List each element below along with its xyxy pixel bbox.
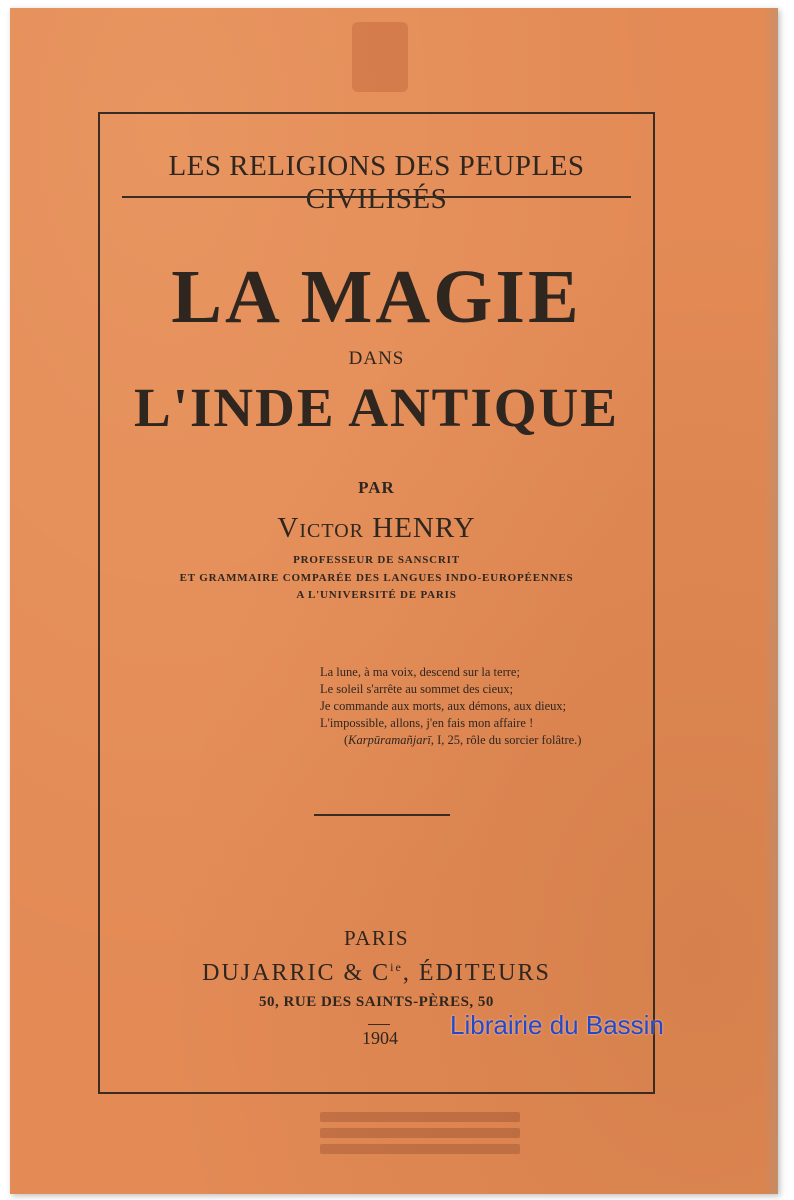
cover-stain — [352, 22, 408, 92]
source-open: ( — [344, 733, 349, 747]
author-last-name: HENRY — [372, 512, 476, 544]
title-connector: DANS — [348, 348, 405, 369]
publisher-role: , ÉDITEURS — [402, 960, 551, 986]
series-title: LES RELIGIONS DES PEUPLES CIVILISÉS — [168, 150, 585, 215]
author-credential: A L'UNIVERSITÉ DE PARIS — [296, 589, 457, 601]
author-credential: ET GRAMMAIRE COMPARÉE DES LANGUES INDO-EUROPÉENNES — [179, 572, 574, 584]
year-rule — [368, 1024, 390, 1025]
imprint-city: PARIS — [343, 926, 410, 950]
publisher-abbrev: ie — [390, 960, 403, 974]
epigraph-line: L'impossible, allons, j'en fais mon affaire ! — [320, 716, 534, 730]
book-title: LA MAGIE — [171, 255, 582, 339]
epigraph-line: La lune, à ma voix, descend sur la terre; — [320, 665, 520, 679]
publisher — [100, 960, 653, 987]
cover-frame — [98, 112, 655, 1094]
epigraph — [320, 664, 640, 749]
source-reference: , I, 25, rôle du sorcier folâtre.) — [430, 733, 582, 747]
publication-year: 1904 — [362, 1028, 398, 1048]
publisher-name: DUJARRIC & C — [202, 960, 391, 986]
author-credential: PROFESSEUR DE SANSCRIT — [293, 554, 460, 566]
series-rule — [122, 196, 631, 198]
section-rule — [314, 814, 450, 816]
by-label: PAR — [358, 478, 395, 497]
faded-stamp — [320, 1106, 520, 1166]
publisher-address: 50, RUE DES SAINTS-PÈRES, 50 — [259, 994, 494, 1010]
author-first-name: Victor — [277, 512, 365, 544]
book-subtitle: L'INDE ANTIQUE — [134, 377, 619, 438]
source-title: Karpūramañjarī — [348, 733, 431, 747]
epigraph-line: Le soleil s'arrête au sommet des cieux; — [320, 682, 514, 696]
epigraph-source — [344, 732, 640, 749]
author-name — [100, 512, 653, 545]
epigraph-line: Je commande aux morts, aux démons, aux dieux; — [320, 699, 567, 713]
seller-watermark: Librairie du Bassin — [450, 1010, 664, 1040]
cover-edge — [764, 8, 778, 1194]
